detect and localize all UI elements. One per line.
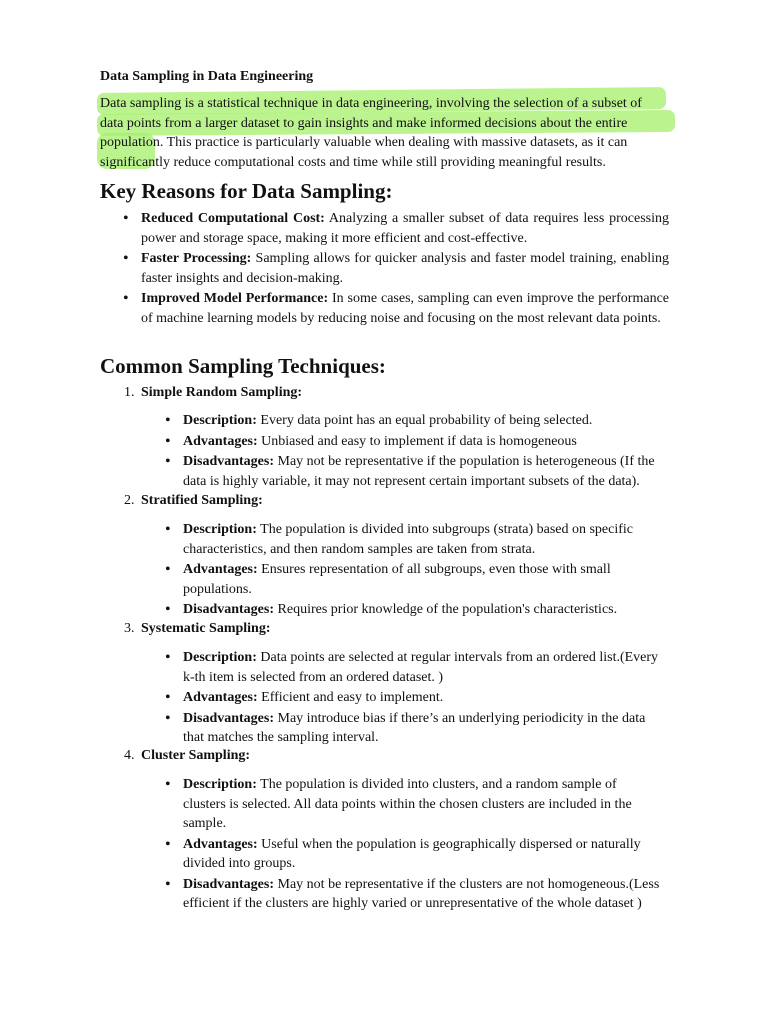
item-label: Advantages: bbox=[183, 690, 258, 705]
technique-heading bbox=[124, 491, 263, 511]
list-item bbox=[183, 600, 661, 620]
list-item bbox=[183, 875, 661, 914]
list-item bbox=[183, 688, 661, 708]
item-label: Advantages: bbox=[183, 433, 258, 449]
item-text: May introduce bias if there’s an underlying periodicity in the data that matches the sampling interval. bbox=[183, 710, 646, 745]
list-item bbox=[183, 520, 661, 559]
intro-paragraph bbox=[100, 94, 670, 172]
technique-heading bbox=[124, 383, 302, 403]
list-item bbox=[183, 835, 661, 874]
key-reasons-list bbox=[141, 209, 669, 329]
item-text: Efficient and easy to implement. bbox=[261, 690, 444, 705]
technique-number: 1. bbox=[124, 385, 135, 400]
technique-number: 3. bbox=[124, 621, 135, 636]
item-text: Useful when the population is geographically dispersed or naturally divided into groups. bbox=[183, 836, 641, 871]
list-item bbox=[183, 560, 661, 599]
technique-name: Cluster Sampling: bbox=[141, 748, 251, 763]
list-item bbox=[183, 709, 661, 748]
list-item bbox=[183, 775, 661, 834]
technique-name: Stratified Sampling: bbox=[141, 493, 263, 508]
list-item bbox=[183, 411, 661, 431]
intro-line: significantly reduce computational costs and time while still providing meaningful results. bbox=[100, 154, 606, 170]
item-text: Unbiased and easy to implement if data is homogeneous bbox=[261, 433, 577, 449]
list-item bbox=[141, 289, 669, 328]
list-item bbox=[183, 432, 661, 452]
item-text: The population is divided into clusters, and a random sample of clusters is selected. All data points within the chosen clusters are included in the sample. bbox=[183, 777, 632, 831]
item-label: Reduced Computational Cost: bbox=[141, 211, 325, 226]
item-label: Description: bbox=[183, 413, 257, 428]
item-text: Requires prior knowledge of the population's characteristics. bbox=[277, 602, 618, 617]
techniques-heading: Common Sampling Techniques: bbox=[100, 354, 386, 378]
item-text: Ensures representation of all subgroups, even those with small populations. bbox=[183, 562, 611, 597]
item-text: May not be representative if the clusters are not homogeneous.(Less efficient if the clusters are highly varied or unrepresentative of the whole dataset ) bbox=[183, 876, 660, 911]
item-label: Improved Model Performance: bbox=[141, 291, 329, 306]
intro-line: Data sampling is a statistical technique in data engineering, involving the selection of a subset of bbox=[100, 96, 642, 111]
item-label: Disadvantages: bbox=[183, 454, 275, 469]
item-label: Advantages: bbox=[183, 562, 258, 577]
intro-line: data points from a larger dataset to gain insights and make informed decisions about the entire bbox=[100, 115, 628, 131]
item-text: May not be representative if the population is heterogeneous (If the data is highly variable, it may not represent certain important subsets of the data). bbox=[183, 454, 655, 489]
item-label: Disadvantages: bbox=[183, 876, 275, 892]
technique-number: 2. bbox=[124, 493, 135, 508]
technique-details bbox=[183, 775, 661, 915]
list-item bbox=[141, 209, 669, 248]
key-reasons-heading: Key Reasons for Data Sampling: bbox=[100, 179, 393, 203]
technique-heading bbox=[124, 746, 250, 766]
item-label: Description: bbox=[183, 777, 257, 792]
item-label: Disadvantages: bbox=[183, 602, 275, 617]
technique-heading bbox=[124, 619, 271, 639]
item-text: Data points are selected at regular intervals from an ordered list.(Every k-th item is selected from an ordered dataset. ) bbox=[183, 650, 659, 685]
item-label: Description: bbox=[183, 522, 257, 537]
technique-name: Systematic Sampling: bbox=[141, 621, 271, 636]
technique-details bbox=[183, 520, 661, 621]
document-title: Data Sampling in Data Engineering bbox=[100, 69, 314, 84]
technique-name: Simple Random Sampling: bbox=[141, 385, 303, 400]
technique-details bbox=[183, 411, 661, 492]
technique-details bbox=[183, 648, 661, 749]
intro-line: population. This practice is particularly valuable when dealing with massive datasets, as it can bbox=[100, 135, 628, 150]
technique-number: 4. bbox=[124, 748, 135, 763]
item-label: Advantages: bbox=[183, 836, 258, 852]
item-label: Faster Processing: bbox=[141, 251, 252, 266]
item-text: In some cases, sampling can even improve the performance of machine learning models by reducing noise and focusing on the most relevant data points. bbox=[141, 291, 670, 326]
item-label: Description: bbox=[183, 650, 257, 665]
list-item bbox=[141, 249, 669, 288]
item-label: Disadvantages: bbox=[183, 710, 275, 726]
item-text: Analyzing a smaller subset of data requires less processing power and storage space, making it more efficient and cost-effective. bbox=[141, 211, 670, 246]
list-item bbox=[183, 648, 661, 687]
list-item bbox=[183, 452, 661, 491]
item-text: The population is divided into subgroups (strata) based on specific characteristics, and then random samples are taken from strata. bbox=[183, 522, 634, 557]
item-text: Every data point has an equal probability of being selected. bbox=[260, 413, 593, 428]
item-text: Sampling allows for quicker analysis and faster model training, enabling faster insights and decision-making. bbox=[141, 251, 670, 286]
